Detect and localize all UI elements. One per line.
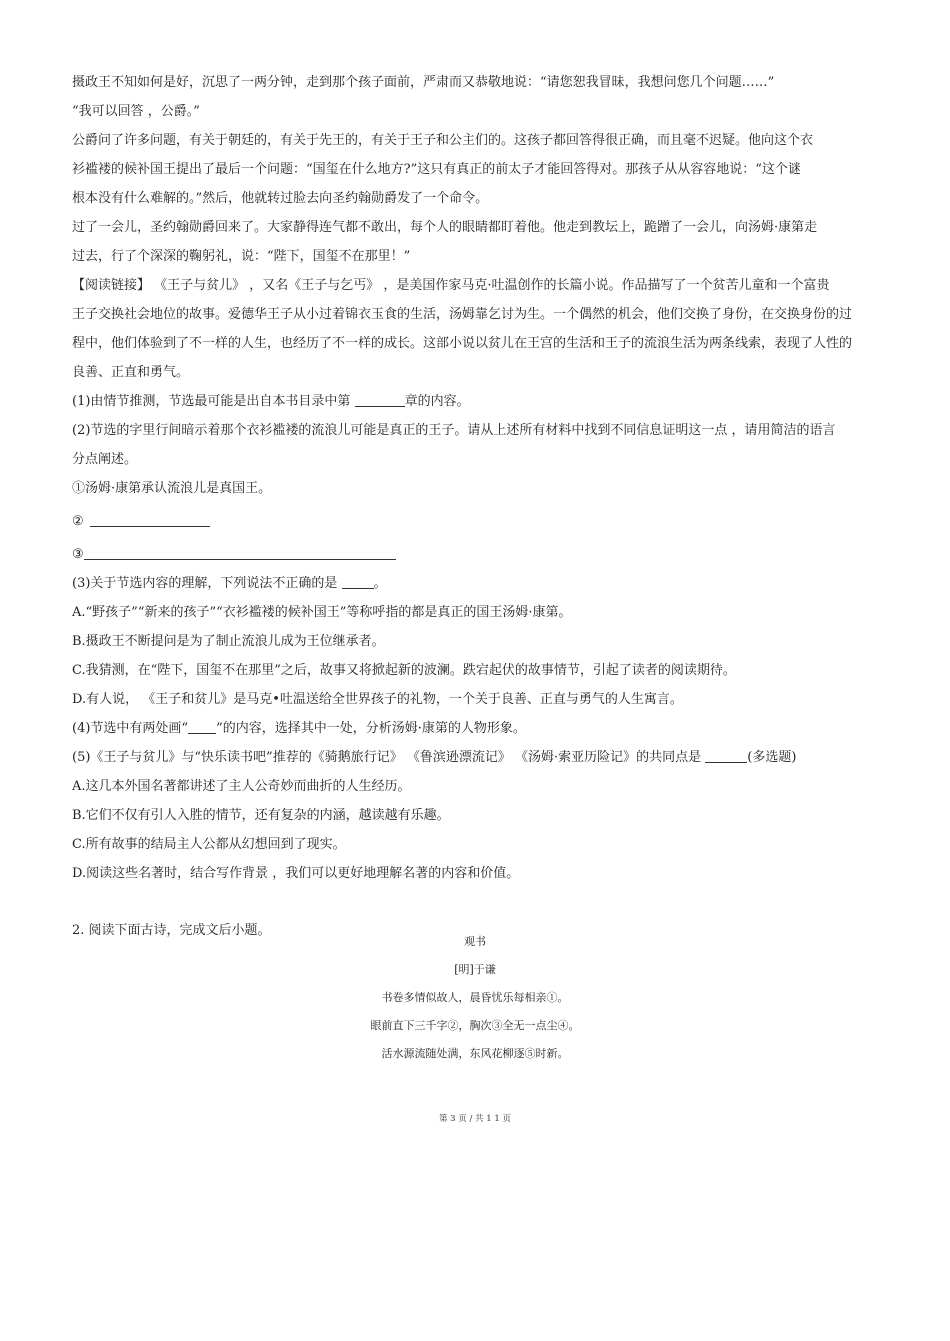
passage-paragraph: 过了一会儿，圣约翰勋爵回来了。大家静得连气都不敢出，每个人的眼睛都盯着他。他走到教坛上，跪蹭了一会儿，向汤姆·康第走 xyxy=(72,220,818,235)
passage-paragraph: 摄政王不知如何是好，沉思了一两分钟，走到那个孩子面前，严肃而又恭敬地说：“请您恕我冒昧，我想问您几个问题……” xyxy=(72,75,775,90)
poem-line: 活水源流随处满，东风花柳逐⑤时新。 xyxy=(381,1047,569,1060)
question-4 xyxy=(72,714,892,743)
choice-c: C.所有故事的结局主人公都从幻想回到了现实。 xyxy=(72,837,346,852)
section-2-heading: 2. 阅读下面古诗，完成文后小题。 xyxy=(72,923,271,938)
passage-paragraph: 衫褴褛的候补国王提出了最后一个问题：“国玺在什么地方?”这只有真正的前太子才能回答得对。那孩子从从容容地说：“这个谜 xyxy=(72,162,801,177)
page-footer: 第 3 页 / 共 1 1 页 xyxy=(438,1114,511,1124)
poem-author: [明]于谦 xyxy=(454,963,496,976)
question-2-answer-1: ①汤姆·康第承认流浪儿是真国王。 xyxy=(72,481,272,496)
passage-paragraph: 过去，行了个深深的鞠躬礼，说：“陛下，国玺不在那里！” xyxy=(72,249,411,264)
answer-marker: ② xyxy=(72,514,84,529)
question-5-text: (5)《王子与贫儿》与“快乐读书吧”推荐的《骑鹅旅行记》 《鲁滨逊漂流记》 《汤姆·索亚历险记》的共同点是 xyxy=(72,750,706,765)
question-2: (2)节选的字里行间暗示着那个衣衫褴褛的流浪儿可能是真正的王子。请从上述所有材料中找到不同信息证明这一点 ，请用简洁的语言 xyxy=(72,423,836,438)
question-5-text-end: (多选题) xyxy=(747,750,797,765)
answer-blank[interactable] xyxy=(355,390,405,407)
reading-link: 【阅读链接】 《王子与贫儿》 ，又名《王子与乞丐》 ，是美国作家马克·吐温创作的长篇小说。作品描写了一个贫苦儿童和一个富贵 xyxy=(72,278,830,293)
question-1 xyxy=(72,387,892,416)
question-3-text-end: 。 xyxy=(373,576,387,591)
document-body xyxy=(72,68,892,945)
question-1-text: (1)由情节推测，节选最可能是出自本书目录中第 xyxy=(72,394,355,409)
question-2: 分点阐述。 xyxy=(72,452,138,467)
reading-link: 良善、正直和勇气。 xyxy=(72,365,190,380)
question-2-answer-3 xyxy=(72,540,892,569)
answer-marker: ③ xyxy=(72,547,84,562)
answer-blank[interactable] xyxy=(705,746,747,763)
question-4-text-end: ”的内容，选择其中一处，分析汤姆·康第的人物形象。 xyxy=(216,721,526,736)
choice-d: D.阅读这些名著时，结合写作背景 ，我们可以更好地理解名著的内容和价值。 xyxy=(72,866,520,881)
choice-c: C.我猜测，在“陛下，国玺不在那里”之后，故事又将掀起新的波澜。跌宕起伏的故事情节，引起了读者的阅读期待。 xyxy=(72,663,736,678)
passage-paragraph: 根本没有什么难解的。”然后，他就转过脸去向圣约翰勋爵发了一个命令。 xyxy=(72,191,489,206)
question-2-answer-2 xyxy=(72,507,892,536)
choice-a: A.“野孩子”“新来的孩子”“衣衫褴褛的候补国王”等称呼指的都是真正的国王汤姆·康第。 xyxy=(72,605,572,620)
choice-b: B.它们不仅有引人入胜的情节，还有复杂的内涵，越读越有乐趣。 xyxy=(72,808,450,823)
reading-link: 程中，他们体验到了不一样的人生，也经历了不一样的成长。这部小说以贫儿在王宫的生活和王子的流浪生活为两条线索，表现了人性的 xyxy=(72,336,853,351)
choice-b: B.摄政王不断提问是为了制止流浪儿成为王位继承者。 xyxy=(72,634,385,649)
poem-line: 书卷多情似故人，晨昏忧乐每相亲①。 xyxy=(381,991,569,1004)
question-5 xyxy=(72,743,892,772)
reading-link: 王子交换社会地位的故事。爱德华王子从小过着锦衣玉食的生活，汤姆靠乞讨为生。一个偶然的机会，他们交换了身份，在交换身份的过 xyxy=(72,307,853,322)
answer-blank[interactable] xyxy=(84,543,396,560)
passage-paragraph: 公爵问了许多问题，有关于朝廷的，有关于先王的，有关于王子和公主们的。这孩子都回答得很正确，而且毫不迟疑。他向这个衣 xyxy=(72,133,814,148)
underline-mark xyxy=(188,717,216,734)
question-1-text-end: 章的内容。 xyxy=(404,394,470,409)
answer-blank[interactable] xyxy=(90,510,210,527)
question-3 xyxy=(72,569,892,598)
answer-blank[interactable] xyxy=(342,572,374,589)
choice-d: D.有人说， 《王子和贫儿》是马克•吐温送给全世界孩子的礼物，一个关于良善、正直与勇气的人生寓言。 xyxy=(72,692,683,707)
poem-title: 观书 xyxy=(464,935,486,948)
poem-line: 眼前直下三千字②，胸次③全无一点尘④。 xyxy=(370,1019,580,1032)
passage-paragraph: “我可以回答 ，公爵。” xyxy=(72,104,200,119)
choice-a: A.这几本外国名著都讲述了主人公奇妙而曲折的人生经历。 xyxy=(72,779,411,794)
question-4-text: (4)节选中有两处画“ xyxy=(72,721,189,736)
question-3-text: (3)关于节选内容的理解，下列说法不正确的是 xyxy=(72,576,342,591)
